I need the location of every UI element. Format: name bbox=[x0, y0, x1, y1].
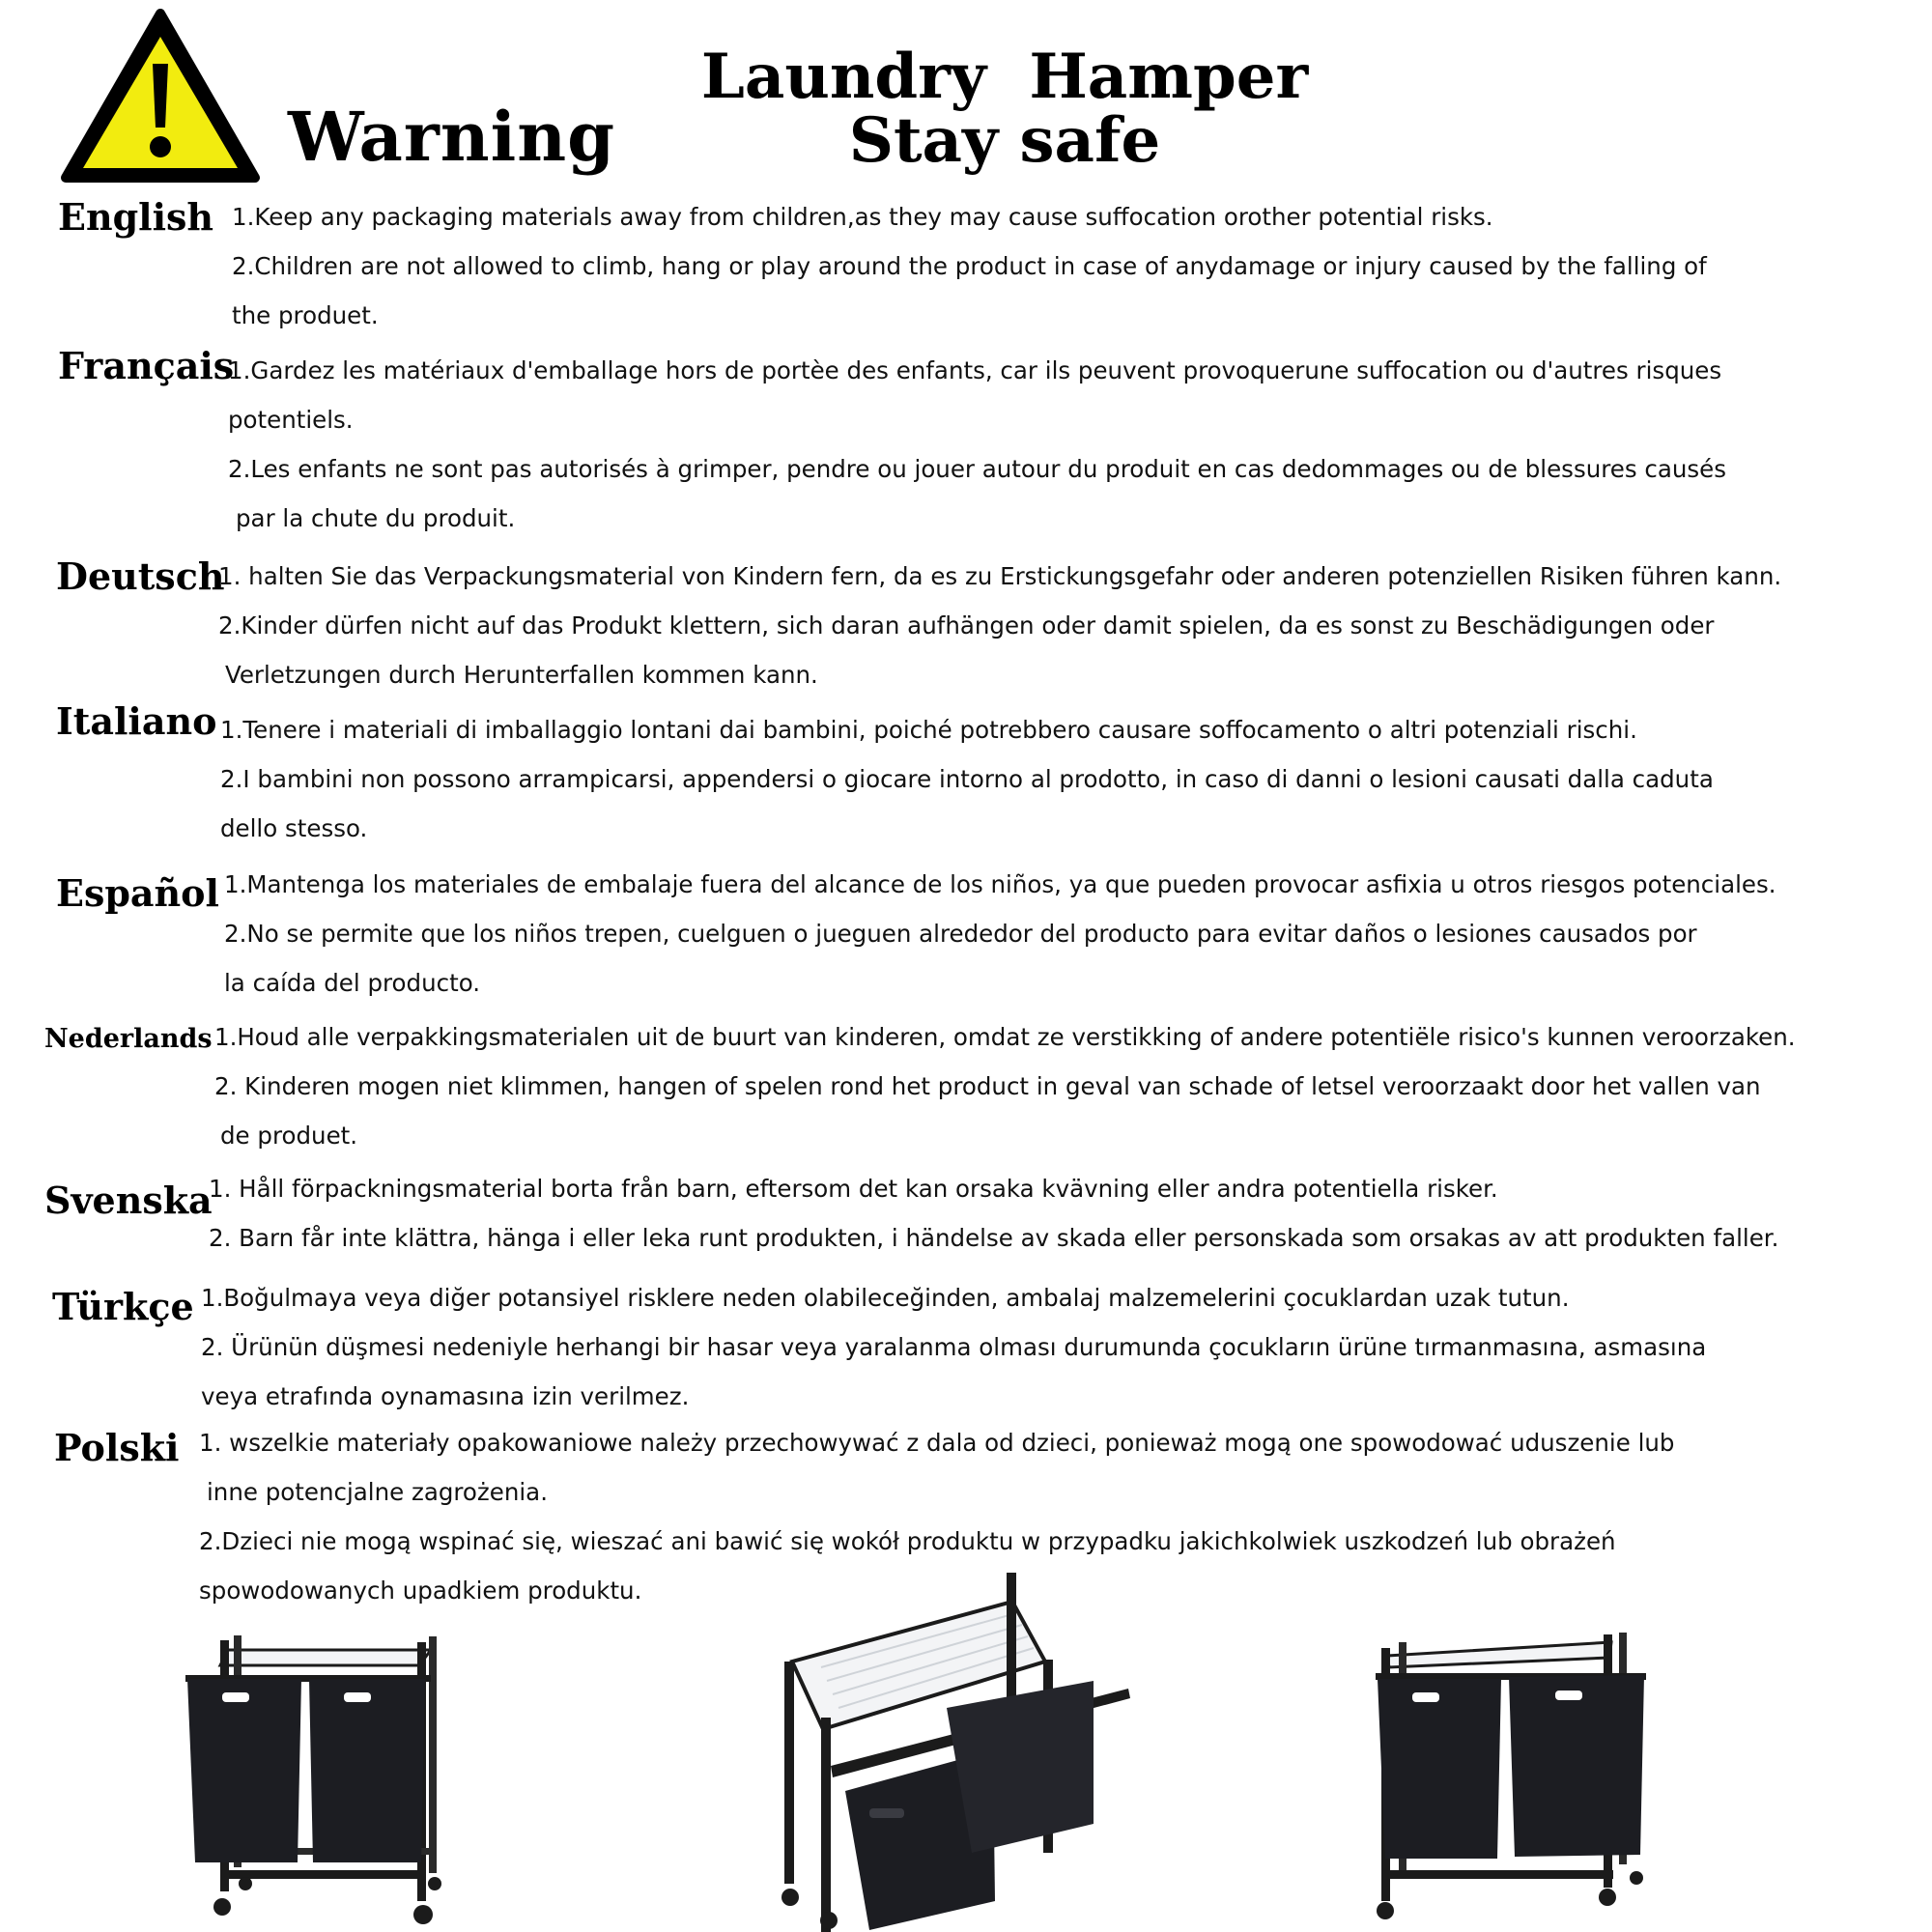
text-line: 1. Håll förpackningsmaterial borta från barn, eftersom det kan orsaka kvävning eller andra potentiella risker. bbox=[209, 1175, 1498, 1203]
text-line: 1.Boğulmaya veya diğer potansiyel risklere neden olabileceğinden, ambalaj malzemelerini çocuklardan uzak tutun. bbox=[201, 1284, 1570, 1312]
language-heading-svenska: Svenska bbox=[44, 1179, 213, 1222]
text-line: inne potencjalne zagrożenia. bbox=[207, 1478, 548, 1506]
warning-label: Warning bbox=[288, 97, 616, 177]
warning-triangle-icon bbox=[60, 8, 261, 184]
language-heading-francais: Français bbox=[58, 344, 235, 387]
title-line-2: Stay safe bbox=[848, 104, 1161, 177]
language-heading-polski: Polski bbox=[54, 1426, 180, 1469]
text-line: 2.Kinder dürfen nicht auf das Produkt klettern, sich daran aufhängen oder damit spielen, da es sonst zu Beschädigungen oder bbox=[218, 611, 1715, 639]
language-heading-english: English bbox=[58, 195, 214, 239]
text-line: par la chute du produit. bbox=[236, 504, 516, 532]
text-line: 1.Gardez les matériaux d'emballage hors de portèe des enfants, car ils peuvent provoquerune suffocation ou d'autres risques bbox=[228, 356, 1722, 384]
text-line: 2.Dzieci nie mogą wspinać się, wieszać ani bawić się wokół produktu w przypadku jakichkolwiek uszkodzeń lub obrażeń bbox=[199, 1527, 1616, 1555]
text-line: de produet. bbox=[220, 1122, 358, 1150]
text-line: 2.Children are not allowed to climb, hang or play around the product in case of anydamage or injury caused by the falling of bbox=[232, 252, 1707, 280]
language-heading-italiano: Italiano bbox=[56, 699, 217, 743]
title-line-1: Laundry Hamper bbox=[700, 41, 1309, 113]
product-image-front-left bbox=[182, 1631, 471, 1926]
language-heading-espanol: Español bbox=[56, 871, 219, 915]
text-line: 2.Les enfants ne sont pas autorisés à grimper, pendre ou jouer autour du produit en cas dedommages ou de blessures causés bbox=[228, 455, 1727, 483]
product-image-front-right bbox=[1356, 1629, 1656, 1928]
text-line: 2. Ürünün düşmesi nedeniyle herhangi bir hasar veya yaralanma olması durumunda çocukların ürüne tırmanmasına, asmasına bbox=[201, 1333, 1707, 1361]
language-heading-turkce: Türkçe bbox=[52, 1285, 194, 1328]
language-heading-nederlands: Nederlands bbox=[44, 1024, 213, 1054]
text-line: 1. wszelkie materiały opakowaniowe należy przechowywać z dala od dzieci, ponieważ mogą one spowodować uduszenie lub bbox=[199, 1429, 1675, 1457]
text-line: 1.Houd alle verpakkingsmaterialen uit de buurt van kinderen, omdat ze verstikking of andere potentiële risico's kunnen veroorzaken. bbox=[214, 1023, 1796, 1051]
text-line: veya etrafında oynamasına izin verilmez. bbox=[201, 1382, 690, 1410]
text-line: 1.Tenere i materiali di imballaggio lontani dai bambini, poiché potrebbero causare soffocamento o altri potenziali rischi. bbox=[220, 716, 1637, 744]
text-line: 2.No se permite que los niños trepen, cuelguen o jueguen alrededor del producto para evitar daños o lesiones causados por bbox=[224, 920, 1697, 948]
text-line: 2. Kinderen mogen niet klimmen, hangen of spelen rond het product in geval van schade of letsel veroorzaakt door het vallen van bbox=[214, 1072, 1761, 1100]
product-image-angled bbox=[753, 1573, 1140, 1932]
text-line: potentiels. bbox=[228, 406, 354, 434]
text-line: 2.I bambini non possono arrampicarsi, appendersi o giocare intorno al prodotto, in caso di danni o lesioni causati dalla caduta bbox=[220, 765, 1714, 793]
text-line: 2. Barn får inte klättra, hänga i eller leka runt produkten, i händelse av skada eller personskada som orsakas av att produkten faller. bbox=[209, 1224, 1779, 1252]
text-line: Verletzungen durch Herunterfallen kommen kann. bbox=[225, 661, 818, 689]
text-line: dello stesso. bbox=[220, 814, 368, 842]
text-line: 1.Mantenga los materiales de embalaje fuera del alcance de los niños, ya que pueden provocar asfixia u otros riesgos potenciales. bbox=[224, 870, 1776, 898]
text-line: 1. halten Sie das Verpackungsmaterial von Kindern fern, da es zu Erstickungsgefahr oder anderen potenziellen Risiken führen kann. bbox=[218, 562, 1782, 590]
language-heading-deutsch: Deutsch bbox=[56, 554, 225, 598]
text-line: spowodowanych upadkiem produktu. bbox=[199, 1577, 642, 1605]
text-line: 1.Keep any packaging materials away from children,as they may cause suffocation orother potential risks. bbox=[232, 203, 1493, 231]
text-line: la caída del producto. bbox=[224, 969, 481, 997]
text-line: the produet. bbox=[232, 301, 379, 329]
